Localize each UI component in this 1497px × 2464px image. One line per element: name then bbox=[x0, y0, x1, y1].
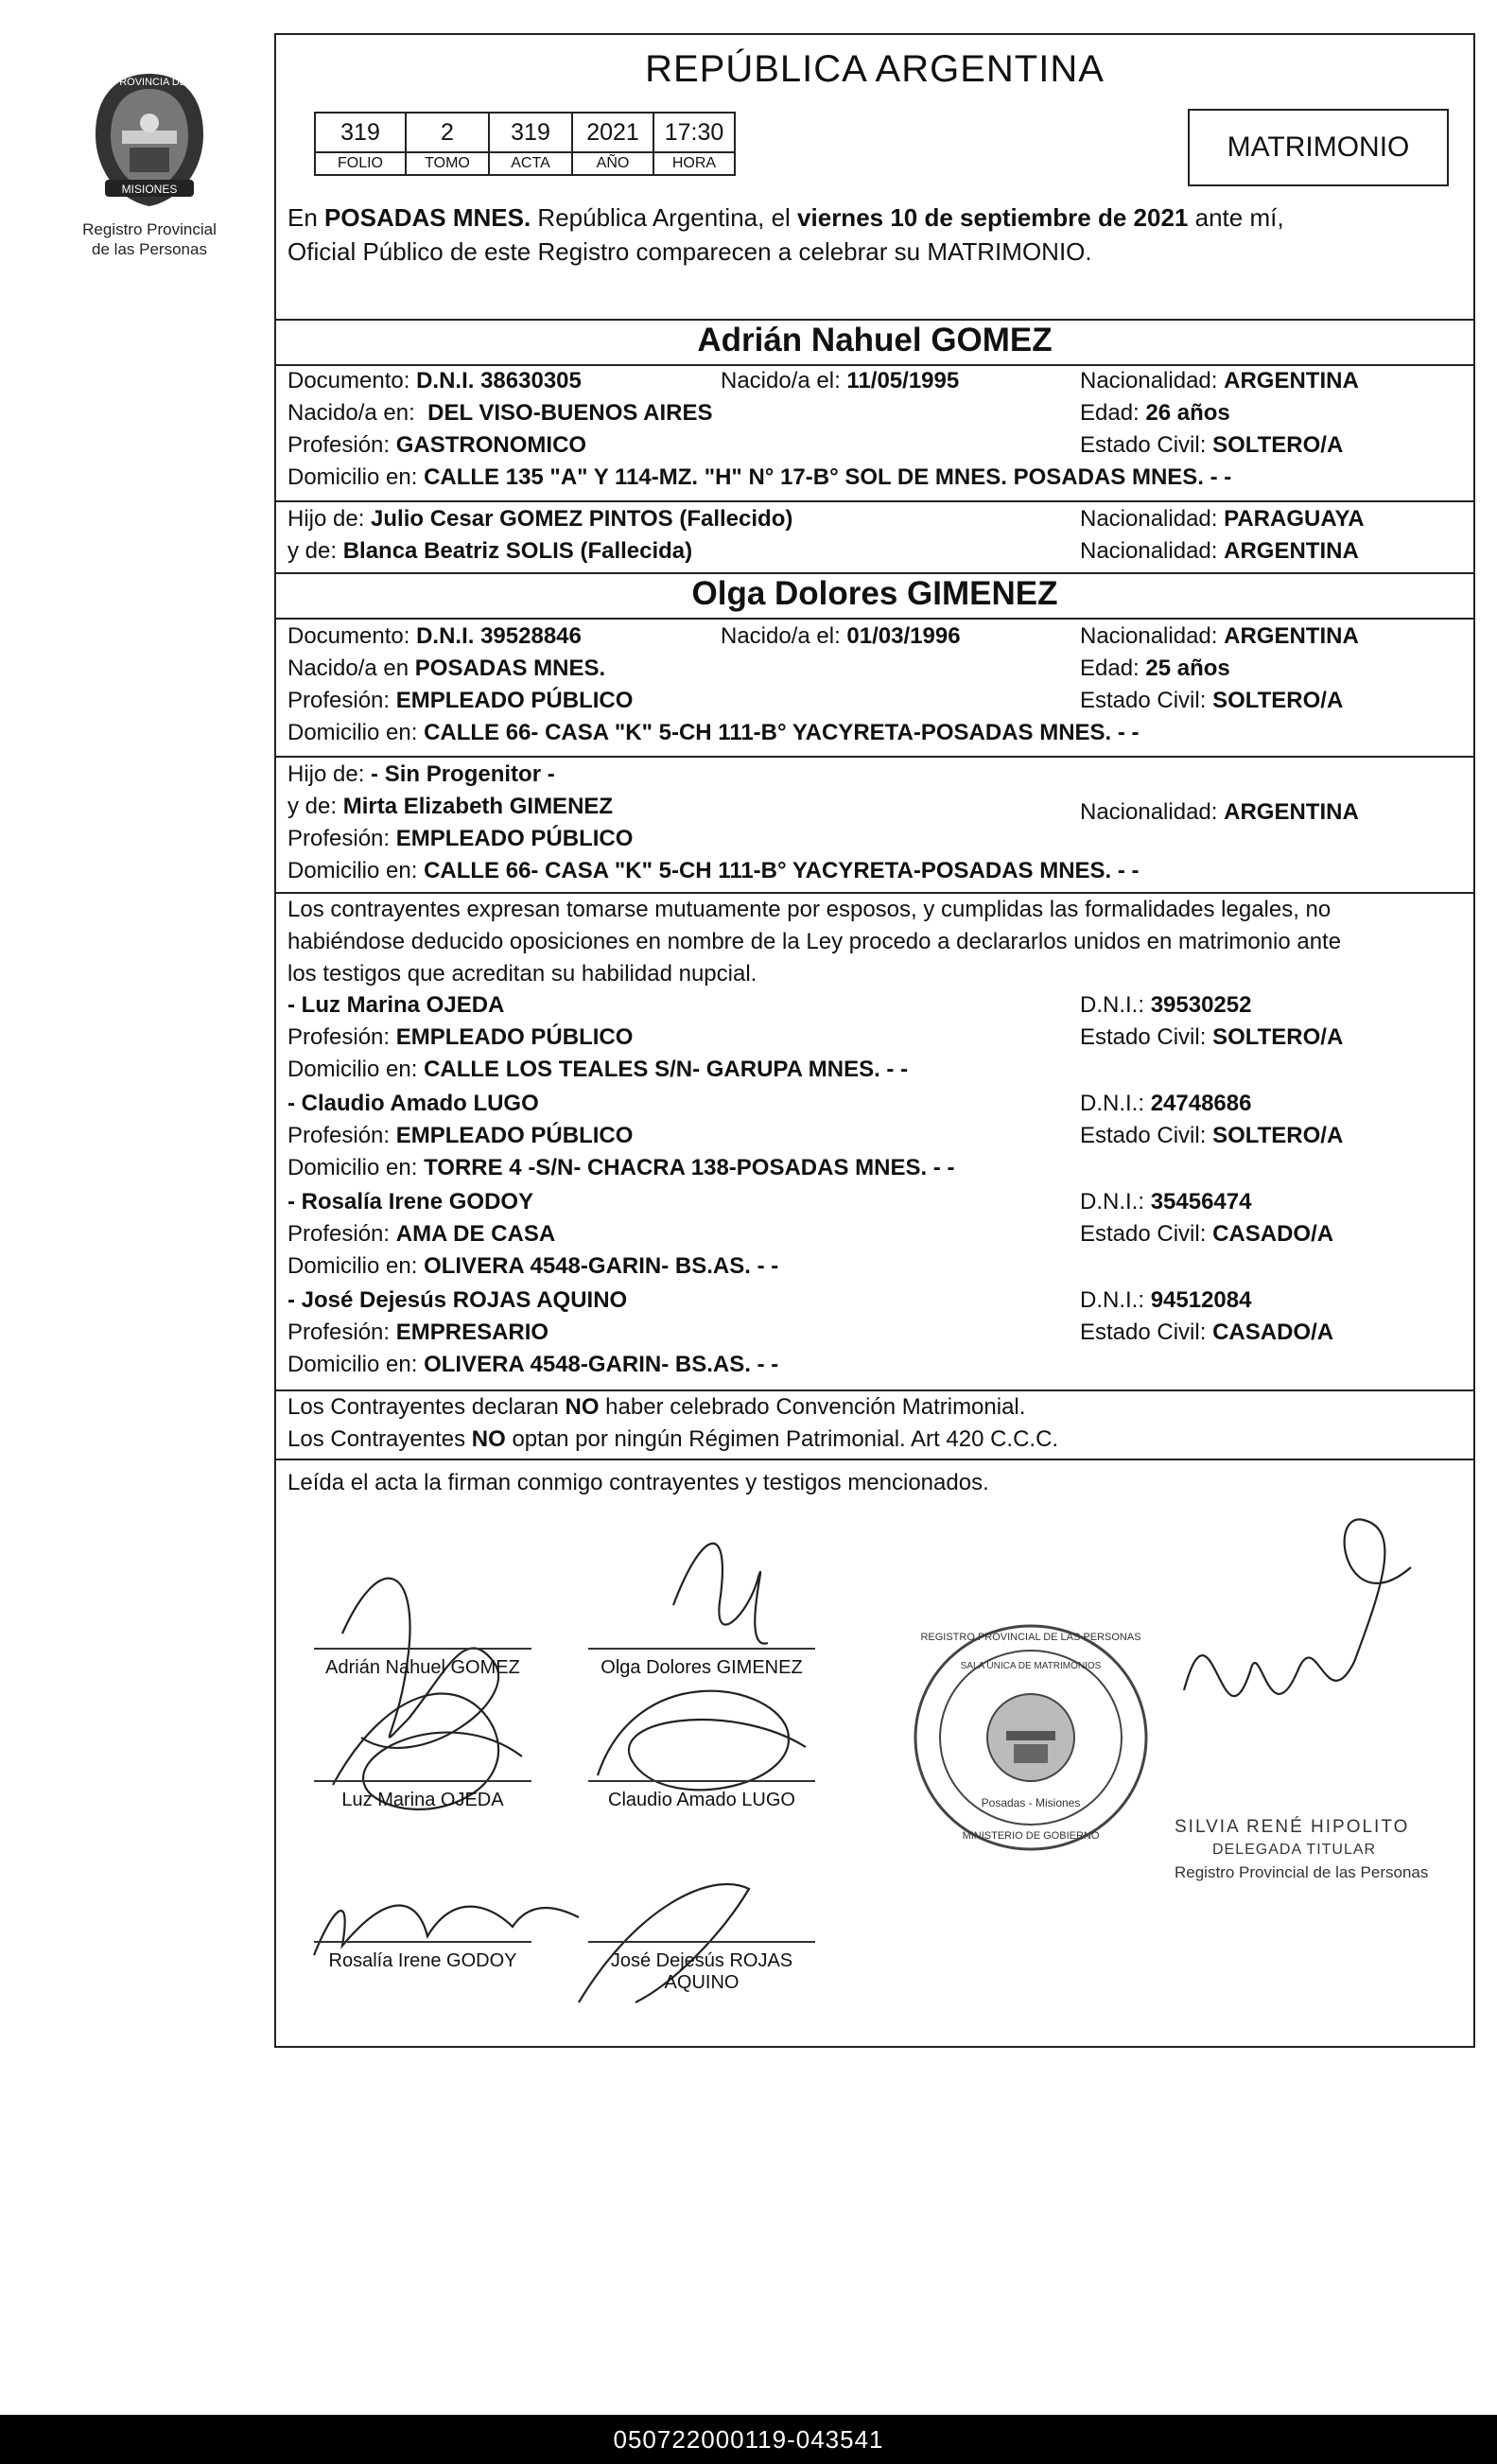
bride-mother-address: CALLE 66- CASA "K" 5-CH 111-B° YACYRETA-POSADAS MNES. - - bbox=[424, 858, 1140, 883]
official-block bbox=[1175, 1816, 1458, 1884]
intro-place: POSADAS MNES. bbox=[324, 203, 531, 232]
groom-address: CALLE 135 "A" Y 114-MZ. "H" N° 17-B° SOL DE MNES. POSADAS MNES. - - bbox=[424, 464, 1232, 490]
label: y de: bbox=[287, 794, 338, 819]
w1-signature-line bbox=[314, 1780, 531, 1782]
intro-text: ante mí, bbox=[1188, 203, 1284, 232]
bride-nationality: ARGENTINA bbox=[1224, 623, 1359, 649]
bride-signature-name: Olga Dolores GIMENEZ bbox=[601, 1657, 803, 1678]
bride-signature-line bbox=[588, 1648, 815, 1650]
convention-text: Los Contrayentes declaran bbox=[287, 1394, 566, 1420]
w3-signature-line bbox=[314, 1941, 531, 1943]
groom-dni: D.N.I. 38630305 bbox=[416, 368, 582, 393]
bride-row-7 bbox=[287, 826, 1464, 858]
marriage-certificate bbox=[274, 33, 1475, 2048]
label: Profesión: bbox=[287, 1123, 391, 1148]
province-emblem-icon bbox=[88, 68, 211, 210]
witness-dni: 35456474 bbox=[1150, 1189, 1252, 1215]
witness-row bbox=[287, 1287, 1464, 1319]
groom-row-2 bbox=[287, 400, 1464, 432]
label: Nacionalidad: bbox=[1080, 506, 1218, 532]
label: Domicilio en: bbox=[287, 1253, 418, 1279]
witness-profession: EMPLEADO PÚBLICO bbox=[395, 1123, 634, 1148]
label: Documento: bbox=[287, 368, 410, 393]
w4-signature-name-line-1: José Dejesús ROJAS bbox=[610, 1950, 793, 1971]
seal-bottom-text: Posadas - Misiones bbox=[981, 1796, 1081, 1809]
label: D.N.I.: bbox=[1080, 1189, 1145, 1215]
w4-signature-name bbox=[579, 1950, 825, 1994]
label: Nacido/a en: bbox=[287, 400, 415, 426]
bride-father: - Sin Progenitor - bbox=[371, 761, 555, 787]
label: Edad: bbox=[1080, 400, 1140, 426]
label: Domicilio en: bbox=[287, 858, 418, 883]
bride-mother-profession: EMPLEADO PÚBLICO bbox=[395, 826, 634, 851]
hora-label: HORA bbox=[653, 152, 735, 175]
witness-address: TORRE 4 -S/N- CHACRA 138-POSADAS MNES. - - bbox=[424, 1155, 955, 1180]
page-title: REPÚBLICA ARGENTINA bbox=[645, 48, 1105, 90]
witness-name: - Claudio Amado LUGO bbox=[287, 1091, 539, 1116]
label: Profesión: bbox=[287, 1024, 391, 1050]
witness-name: - José Dejesús ROJAS AQUINO bbox=[287, 1287, 628, 1313]
bride-row-3 bbox=[287, 688, 1464, 720]
bride-birthdate: 01/03/1996 bbox=[846, 623, 961, 649]
groom-signature-line bbox=[314, 1648, 531, 1650]
witness-profession: EMPRESARIO bbox=[395, 1319, 549, 1345]
label: Profesión: bbox=[287, 1319, 391, 1345]
bride-row-2 bbox=[287, 655, 1464, 688]
tomo-value: 2 bbox=[406, 113, 489, 152]
bride-civil-status: SOLTERO/A bbox=[1212, 688, 1344, 713]
w1-signature-name: Luz Marina OJEDA bbox=[341, 1790, 504, 1810]
groom-mother: Blanca Beatriz SOLIS (Fallecida) bbox=[342, 538, 693, 564]
groom-birthplace: DEL VISO-BUENOS AIRES bbox=[427, 400, 713, 426]
label: Profesión: bbox=[287, 688, 391, 713]
label: D.N.I.: bbox=[1080, 1287, 1145, 1313]
groom-age: 26 años bbox=[1145, 400, 1230, 426]
divider bbox=[276, 364, 1473, 366]
folio-value: 319 bbox=[315, 113, 406, 152]
witness-row bbox=[287, 1057, 1464, 1089]
anio-value: 2021 bbox=[572, 113, 653, 152]
convention-no: NO bbox=[565, 1394, 600, 1420]
logo-line-1: Registro Provincial bbox=[82, 220, 217, 238]
declaration-line-1: Los contrayentes expresan tomarse mutuamente por esposos, y cumplidas las formalidades legales, no bbox=[287, 897, 1332, 922]
bride-mother-nationality: ARGENTINA bbox=[1224, 799, 1359, 825]
label: Nacionalidad: bbox=[1080, 368, 1218, 393]
label: Nacionalidad: bbox=[1080, 623, 1218, 649]
hora-value: 17:30 bbox=[653, 113, 735, 152]
w2-signature-name: Claudio Amado LUGO bbox=[608, 1790, 795, 1810]
witness-row bbox=[287, 1024, 1464, 1057]
bride-row-8 bbox=[287, 858, 1464, 890]
divider bbox=[276, 319, 1473, 321]
label: Domicilio en: bbox=[287, 464, 418, 490]
witness-address: OLIVERA 4548-GARIN- BS.AS. - - bbox=[424, 1253, 779, 1279]
w3-signature-stroke bbox=[314, 1906, 579, 1956]
witness-row bbox=[287, 992, 1464, 1024]
regime-no: NO bbox=[471, 1426, 506, 1452]
official-office: Registro Provincial de las Personas bbox=[1175, 1863, 1429, 1881]
groom-name: Adrián Nahuel GOMEZ bbox=[697, 322, 1053, 358]
groom-civil-status: SOLTERO/A bbox=[1212, 432, 1344, 458]
w4-signature-name-line-2: AQUINO bbox=[664, 1972, 740, 1993]
regime-text: Los Contrayentes bbox=[287, 1426, 472, 1452]
witness-row bbox=[287, 1221, 1464, 1253]
groom-row-1 bbox=[287, 368, 1464, 400]
label: Nacido/a el: bbox=[721, 368, 841, 393]
label: Estado Civil: bbox=[1080, 1319, 1207, 1345]
logo-caption bbox=[55, 219, 244, 259]
bride-address: CALLE 66- CASA "K" 5-CH 111-B° YACYRETA-POSADAS MNES. - - bbox=[424, 720, 1140, 745]
label: D.N.I.: bbox=[1080, 1091, 1145, 1116]
convention-text: haber celebrado Convención Matrimonial. bbox=[599, 1394, 1026, 1420]
groom-birthdate: 11/05/1995 bbox=[846, 368, 960, 393]
document-code: 050722000119-043541 bbox=[0, 2415, 1497, 2464]
groom-profession: GASTRONOMICO bbox=[395, 432, 587, 458]
label: Edad: bbox=[1080, 655, 1140, 681]
witness-dni: 94512084 bbox=[1150, 1287, 1252, 1313]
bride-mother: Mirta Elizabeth GIMENEZ bbox=[342, 794, 614, 819]
label: Estado Civil: bbox=[1080, 1024, 1207, 1050]
bride-row-1 bbox=[287, 623, 1464, 655]
label: Profesión: bbox=[287, 432, 391, 458]
witness-row bbox=[287, 1189, 1464, 1221]
bride-dni: D.N.I. 39528846 bbox=[416, 623, 582, 649]
label: Domicilio en: bbox=[287, 1352, 418, 1377]
label: Hijo de: bbox=[287, 506, 365, 532]
declaration-paragraph bbox=[287, 894, 1466, 990]
w4-signature-line bbox=[588, 1941, 815, 1943]
witness-dni: 24748686 bbox=[1150, 1091, 1252, 1116]
w3-signature-name: Rosalía Irene GODOY bbox=[328, 1950, 517, 1971]
official-signature-stroke bbox=[1184, 1519, 1411, 1696]
groom-mother-nationality: ARGENTINA bbox=[1224, 538, 1359, 564]
closing-statement: Leída el acta la firman conmigo contrayentes y testigos mencionados. bbox=[287, 1470, 989, 1495]
label: Estado Civil: bbox=[1080, 1123, 1207, 1148]
bride-birthplace: POSADAS MNES. bbox=[414, 655, 606, 681]
bride-row-4 bbox=[287, 720, 1464, 752]
official-name: SILVIA RENÉ HIPOLITO bbox=[1175, 1817, 1410, 1837]
label: Profesión: bbox=[287, 1221, 391, 1247]
folio-label: FOLIO bbox=[315, 152, 406, 175]
registry-table bbox=[314, 112, 736, 176]
declaration-line-2: habiéndose deducido oposiciones en nombre de la Ley procedo a declararlos unidos en matrimonio ante bbox=[287, 929, 1342, 954]
declaration-line-3: los testigos que acreditan su habilidad nupcial. bbox=[287, 961, 757, 987]
official-seal bbox=[908, 1619, 1154, 1856]
witness-row bbox=[287, 1253, 1464, 1285]
label: Nacido/a en bbox=[287, 655, 409, 681]
intro-paragraph bbox=[287, 201, 1466, 269]
registry-logo bbox=[55, 68, 244, 259]
groom-father-nationality: PARAGUAYA bbox=[1224, 506, 1365, 532]
witness-address: OLIVERA 4548-GARIN- BS.AS. - - bbox=[424, 1352, 779, 1377]
witness-row bbox=[287, 1091, 1464, 1123]
groom-father: Julio Cesar GOMEZ PINTOS (Fallecido) bbox=[371, 506, 793, 532]
intro-date: viernes 10 de septiembre de 2021 bbox=[797, 203, 1189, 232]
witness-row bbox=[287, 1123, 1464, 1155]
label: Nacido/a el: bbox=[721, 623, 841, 649]
w2-signature-line bbox=[588, 1780, 815, 1782]
label: Estado Civil: bbox=[1080, 432, 1207, 458]
witness-row bbox=[287, 1155, 1464, 1187]
acta-label: ACTA bbox=[489, 152, 572, 175]
witness-civil-status: CASADO/A bbox=[1212, 1319, 1334, 1345]
emblem-top-text: PROVINCIA DE bbox=[112, 77, 187, 88]
witness-civil-status: SOLTERO/A bbox=[1212, 1024, 1344, 1050]
label: Nacionalidad: bbox=[1080, 799, 1218, 825]
witness-name: - Rosalía Irene GODOY bbox=[287, 1189, 534, 1215]
official-role: DELEGADA TITULAR bbox=[1212, 1842, 1377, 1858]
bride-signature-stroke bbox=[673, 1544, 768, 1644]
label: Documento: bbox=[287, 623, 410, 649]
seal-inner-text: SALA ÚNICA DE MATRIMONIOS bbox=[960, 1661, 1102, 1671]
groom-row-5 bbox=[287, 506, 1464, 538]
witness-address: CALLE LOS TEALES S/N- GARUPA MNES. - - bbox=[424, 1057, 909, 1082]
label: Estado Civil: bbox=[1080, 1221, 1207, 1247]
label: Domicilio en: bbox=[287, 720, 418, 745]
logo-line-2: de las Personas bbox=[92, 240, 207, 258]
groom-row-3 bbox=[287, 432, 1464, 464]
witness-civil-status: CASADO/A bbox=[1212, 1221, 1334, 1247]
intro-line-2: Oficial Público de este Registro comparecen a celebrar su MATRIMONIO. bbox=[287, 237, 1092, 266]
label: Estado Civil: bbox=[1080, 688, 1207, 713]
divider bbox=[276, 756, 1473, 758]
label: Hijo de: bbox=[287, 761, 365, 787]
divider bbox=[276, 1459, 1473, 1460]
w2-signature-stroke bbox=[598, 1691, 806, 1791]
groom-signature-name: Adrián Nahuel GOMEZ bbox=[325, 1657, 520, 1678]
regime-text: optan por ningún Régimen Patrimonial. Art 420 C.C.C. bbox=[505, 1426, 1059, 1452]
groom-row-6 bbox=[287, 538, 1464, 570]
label: D.N.I.: bbox=[1080, 992, 1145, 1018]
tomo-label: TOMO bbox=[406, 152, 489, 175]
acta-value: 319 bbox=[489, 113, 572, 152]
bride-name: Olga Dolores GIMENEZ bbox=[691, 575, 1058, 612]
label: Domicilio en: bbox=[287, 1155, 418, 1180]
witness-profession: AMA DE CASA bbox=[395, 1221, 556, 1247]
bride-profession: EMPLEADO PÚBLICO bbox=[395, 688, 634, 713]
groom-row-4 bbox=[287, 464, 1464, 497]
label: Profesión: bbox=[287, 826, 391, 851]
bride-row-5 bbox=[287, 761, 1464, 794]
divider bbox=[276, 572, 1473, 574]
bride-row-6 bbox=[287, 794, 1464, 826]
witness-profession: EMPLEADO PÚBLICO bbox=[395, 1024, 634, 1050]
witness-row bbox=[287, 1352, 1464, 1384]
divider bbox=[276, 500, 1473, 502]
act-type-box: MATRIMONIO bbox=[1188, 109, 1449, 186]
convention-paragraph bbox=[287, 1391, 1466, 1456]
divider bbox=[276, 618, 1473, 620]
witness-dni: 39530252 bbox=[1150, 992, 1252, 1018]
intro-text: República Argentina, el bbox=[531, 203, 798, 232]
seal-outer-text: REGISTRO PROVINCIAL DE LAS PERSONAS bbox=[920, 1632, 1141, 1643]
witness-civil-status: SOLTERO/A bbox=[1212, 1123, 1344, 1148]
label: Nacionalidad: bbox=[1080, 538, 1218, 564]
groom-nationality: ARGENTINA bbox=[1224, 368, 1359, 393]
label: Domicilio en: bbox=[287, 1057, 418, 1082]
emblem-bottom-text: MISIONES bbox=[121, 183, 178, 196]
seal-ministry-text: MINISTERIO DE GOBIERNO bbox=[962, 1830, 1100, 1842]
anio-label: AÑO bbox=[572, 152, 653, 175]
witness-name: - Luz Marina OJEDA bbox=[287, 992, 505, 1018]
label: y de: bbox=[287, 538, 338, 564]
intro-text: En bbox=[287, 203, 325, 232]
witness-row bbox=[287, 1319, 1464, 1352]
bride-age: 25 años bbox=[1145, 655, 1230, 681]
